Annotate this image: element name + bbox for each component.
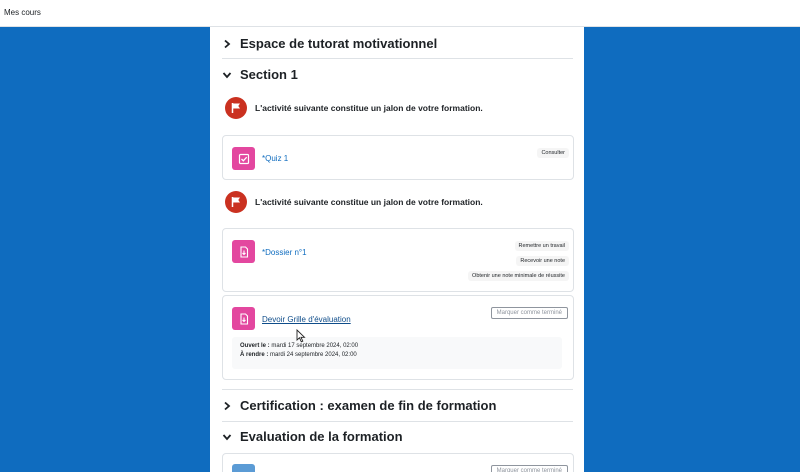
milestone-notice <box>225 97 483 119</box>
section-title[interactable]: Evaluation de la formation <box>240 429 403 444</box>
section-1-header[interactable] <box>222 67 298 82</box>
divider <box>222 389 573 390</box>
opened-label: Ouvert le : <box>240 343 270 349</box>
due-label: À rendre : <box>240 352 269 358</box>
chevron-right-icon[interactable] <box>222 401 232 411</box>
activity-devoir <box>222 295 574 380</box>
quiz-link[interactable]: *Quiz 1 <box>262 154 289 163</box>
feedback-icon <box>232 464 255 472</box>
flag-icon <box>225 191 247 213</box>
assignment-icon <box>232 307 255 330</box>
devoir-link[interactable]: Devoir Grille d'évaluation <box>262 315 351 324</box>
divider <box>222 58 573 59</box>
mouse-cursor-icon <box>296 329 306 348</box>
section-evaluation-header[interactable] <box>222 429 403 444</box>
completion-badge: Recevoir une note <box>516 256 569 266</box>
dossier-link[interactable]: *Dossier n°1 <box>262 248 307 257</box>
section-title[interactable]: Section 1 <box>240 67 298 82</box>
mark-as-done-button[interactable]: Marquer comme terminé <box>491 307 568 319</box>
course-content <box>210 27 584 472</box>
opened-date: mardi 17 septembre 2024, 02:00 <box>271 343 359 349</box>
divider <box>222 421 573 422</box>
assignment-icon <box>232 240 255 263</box>
breadcrumb-my-courses[interactable]: Mes cours <box>4 8 41 17</box>
flag-icon <box>225 97 247 119</box>
milestone-text: L'activité suivante constitue un jalon de votre formation. <box>255 197 483 207</box>
quiz-icon <box>232 147 255 170</box>
milestone-text: L'activité suivante constitue un jalon de votre formation. <box>255 103 483 113</box>
activity-quiz <box>222 135 574 180</box>
completion-badge: Remettre un travail <box>515 241 569 251</box>
activity-dossier <box>222 228 574 292</box>
chevron-right-icon[interactable] <box>222 39 232 49</box>
activity-evaluation <box>222 453 574 472</box>
top-navbar <box>0 0 800 27</box>
milestone-notice <box>225 191 483 213</box>
activity-dates <box>232 337 562 369</box>
mark-as-done-button[interactable]: Marquer comme terminé <box>491 465 568 472</box>
chevron-down-icon[interactable] <box>222 432 232 442</box>
due-date: mardi 24 septembre 2024, 02:00 <box>270 352 357 358</box>
section-title[interactable]: Espace de tutorat motivationnel <box>240 36 438 51</box>
section-tutorat-header[interactable] <box>222 36 437 51</box>
completion-badge: Consulter <box>537 148 569 158</box>
section-certification-header[interactable] <box>222 398 496 413</box>
section-title[interactable]: Certification : examen de fin de formation <box>240 398 497 413</box>
completion-badge: Obtenir une note minimale de réussite <box>468 271 569 281</box>
chevron-down-icon[interactable] <box>222 70 232 80</box>
